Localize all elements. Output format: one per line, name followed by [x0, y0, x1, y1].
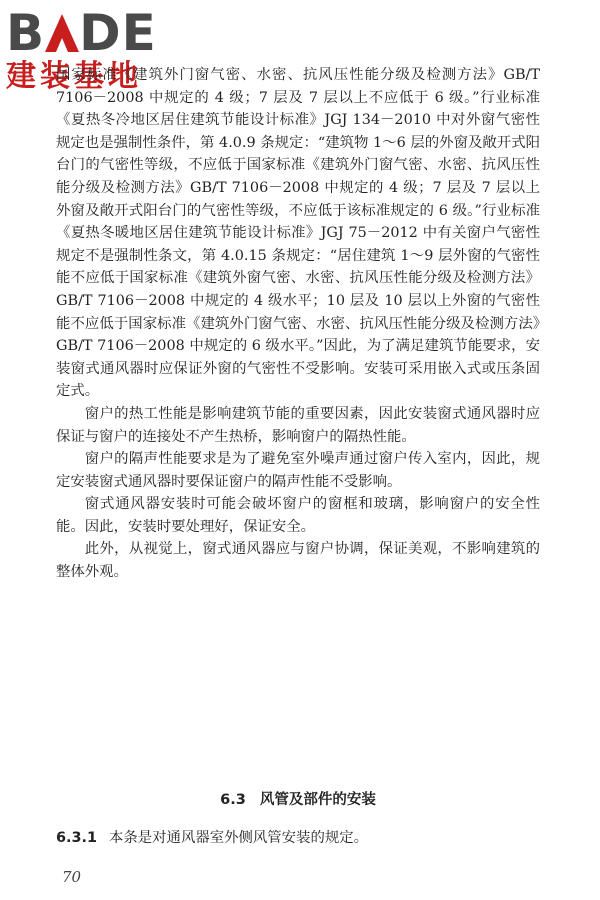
paragraph-4: 窗式通风器安装时可能会破坏窗户的窗框和玻璃，影响窗户的安全性能。因此，安装时要处理好，保证安全。 — [56, 496, 540, 535]
page-number: 70 — [62, 868, 82, 886]
logo-letters-de: DE — [79, 4, 157, 62]
logo-wordmark — [6, 4, 157, 62]
body-text — [56, 64, 540, 584]
logo-triangle-icon — [45, 14, 79, 52]
section-number: 6.3 — [220, 792, 246, 808]
paragraph-1: 国家标准《建筑外门窗气密、水密、抗风压性能分级及检测方法》GB/T 7106－2008 中规定的 4 级；7 层及 7 层以上不应低于 6 级。”行业标准《夏热冬冷地区居住建筑节能设计标准》JGJ 134－2010 中对外窗气密性规定也是强制性条件，第 4.0.9 条规定：“建筑物 1～6 层的外窗及敞开式阳台门的气密性等级，不应低于国家标准《建筑外门窗气密、水密、抗风压性能分级及检测方法》GB/T 7106－2008 中规定的 4 级；7 层及 7 层以上外窗及敞开式阳台门的气密性等级，不应低于该标准规定的 6 级。”行业标准《夏热冬暖地区居住建筑节能设计标准》JGJ 75－2012 中有关窗户气密性规定不是强制性条文，第 4.0.15 条规定：“居住建筑 1～9 层外窗的气密性能不应低于国家标准《建筑外窗气密、水密、抗风压性能分级及检测方法》GB/T 7106－2008 中规定的 4 级水平；10 层及 10 层以上外窗的气密性能不应低于国家标准《建筑外门窗气密、水密、抗风压性能分级及检测方法》GB/T 7106－2008 中规定的 6 级水平。”因此，为了满足建筑节能要求，安装窗式通风器时应保证外窗的气密性不受影响。安装可采用嵌入式或压条固定式。 — [56, 67, 540, 400]
section-heading — [56, 788, 540, 809]
logo-letter-b: B — [6, 4, 46, 62]
paragraph-5: 此外，从视觉上，窗式通风器应与窗户协调，保证美观，不影响建筑的整体外观。 — [56, 541, 540, 581]
paragraph-2: 窗户的热工性能是影响建筑节能的重要因素，因此安装窗式通风器时应保证与窗户的连接处不产生热桥，影响窗户的隔热性能。 — [56, 405, 540, 445]
clause-number: 6.3.1 — [56, 830, 97, 846]
paragraph-3: 窗户的隔声性能要求是为了避免室外噪声通过窗户传入室内，因此，规定安装窗式通风器时要保证窗户的隔声性能不受影响。 — [56, 451, 540, 490]
clause-text: 本条是对通风器室外侧风管安装的规定。 — [108, 830, 369, 846]
section-title: 风管及部件的安装 — [259, 791, 376, 808]
clause-6-3-1 — [56, 826, 540, 847]
logo-chinese-text: 建装基地 — [6, 59, 142, 94]
